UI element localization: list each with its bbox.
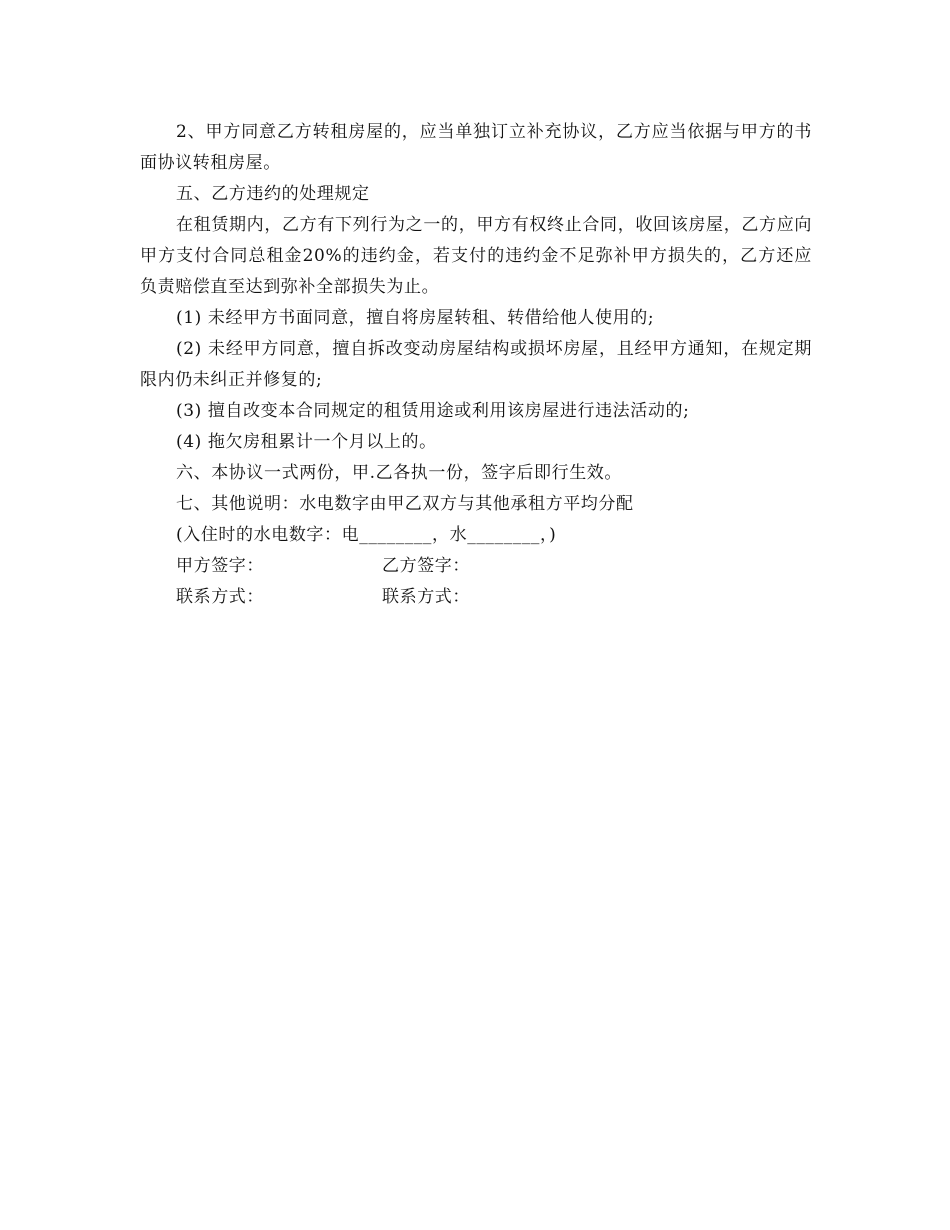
- section-heading-breach: 五、乙方违约的处理规定: [176, 184, 370, 204]
- breach-item-4: (4) 拖欠房租累计一个月以上的。: [176, 432, 437, 452]
- clause-termination-penalty: 在租赁期内，乙方有下列行为之一的，甲方有权终止合同，收回该房屋，乙方应向甲方支付合同总租金20%的违约金，若支付的违约金不足弥补甲方损失的，乙方还应负责赔偿直至达到弥补全部损失为止。: [140, 215, 812, 297]
- breach-item-2: (2) 未经甲方同意，擅自拆改变动房屋结构或损坏房屋，且经甲方通知，在规定期限内仍未纠正并修复的;: [140, 339, 812, 390]
- section-other-notes: 七、其他说明：水电数字由甲乙双方与其他承租方平均分配: [176, 494, 634, 514]
- section-copies-validity: 六、本协议一式两份，甲.乙各执一份，签字后即行生效。: [176, 463, 623, 483]
- signature-row: [140, 551, 812, 582]
- utility-readings-line: (入住时的水电数字：电________，水________，): [176, 525, 557, 545]
- party-a-contact-label: 联系方式：: [176, 587, 264, 607]
- document-body: [140, 117, 812, 613]
- party-a-signature-label: 甲方签字：: [176, 556, 264, 576]
- contact-row: [140, 582, 812, 613]
- party-b-signature-label: 乙方签字：: [382, 556, 470, 576]
- party-b-contact-label: 联系方式：: [382, 587, 470, 607]
- breach-item-3: (3) 擅自改变本合同规定的租赁用途或利用该房屋进行违法活动的;: [176, 401, 690, 421]
- clause-sublet-agreement: 2、甲方同意乙方转租房屋的，应当单独订立补充协议，乙方应当依据与甲方的书面协议转租房屋。: [140, 122, 812, 173]
- breach-item-1: (1) 未经甲方书面同意，擅自将房屋转租、转借给他人使用的;: [176, 308, 655, 328]
